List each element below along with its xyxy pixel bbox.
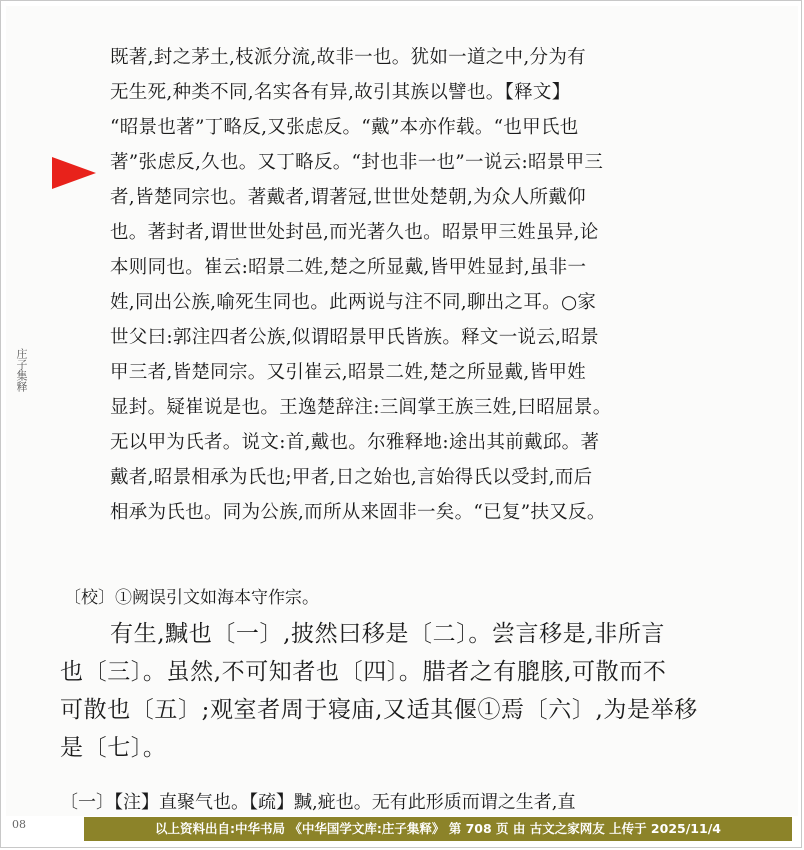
- commentary-line: 相承为氏也。同为公族,而所从来固非一矣。“已复”扶又反。: [110, 502, 606, 523]
- main-text-line: 也〔三〕。虽然,不可知者也〔四〕。腊者之有膍胲,可散而不: [60, 659, 667, 685]
- commentary-line: 戴者,昭景相承为氏也;甲者,日之始也,言始得氏以受封,而后: [110, 467, 593, 488]
- annotation-line: 〔一〕【注】直聚气也。【疏】黬,疵也。无有此形质而谓之生者,直: [60, 792, 576, 813]
- commentary-line: 既著,封之茅土,枝派分流,故非一也。犹如一道之中,分为有: [110, 47, 586, 68]
- main-text-block: [60, 615, 698, 767]
- commentary-line: 者,皆楚同宗也。著戴者,谓著冠,世世处楚朝,为众人所戴仰: [110, 187, 586, 208]
- commentary-line: 著”张虑反,久也。又丁略反。“封也非一也”一说云:昭景甲三: [110, 152, 604, 173]
- main-text-line: 是〔七〕。: [60, 735, 167, 761]
- page-number: 08: [12, 818, 26, 831]
- commentary-line: 姓,同出公族,喻死生同也。此两说与注不同,聊出之耳。○家: [110, 292, 597, 313]
- commentary-line: 无生死,种类不同,名实各有异,故引其族以譬也。【释文】: [110, 82, 571, 103]
- commentary-line: 本则同也。崔云:昭景二姓,楚之所显戴,皆甲姓显封,虽非一: [110, 257, 587, 278]
- margin-book-title: 庄子集释: [15, 348, 28, 392]
- main-text-line: 可散也〔五〕;观室者周于寝庙,又适其偃①焉〔六〕,为是举移: [60, 697, 698, 723]
- commentary-line: 世父曰:郭注四者公族,似谓昭景甲氏皆族。释文一说云,昭景: [110, 327, 599, 348]
- commentary-line: 无以甲为氏者。说文:首,戴也。尔雅释地:途出其前戴邱。著: [110, 432, 600, 453]
- commentary-line: 也。著封者,谓世世处封邑,而光著久也。昭景甲三姓虽异,论: [110, 222, 599, 243]
- source-footer-banner: 以上资料出自:中华书局 《中华国学文库:庄子集释》 第 708 页 由 古文之家网友 上传于 2025/11/4: [84, 817, 792, 841]
- commentary-line: 显封。疑崔说是也。王逸楚辞注:三闾掌王族三姓,曰昭屈景。: [110, 397, 612, 418]
- main-text-line: 有生,黬也〔一〕,披然曰移是〔二〕。尝言移是,非所言: [110, 621, 666, 647]
- red-arrow-icon: [52, 157, 96, 189]
- commentary-block: [110, 40, 670, 530]
- commentary-line: “昭景也著”丁略反,又张虑反。“戴”本亦作载。“也甲氏也: [110, 117, 579, 138]
- commentary-line: 甲三者,皆楚同宗。又引崔云,昭景二姓,楚之所显戴,皆甲姓: [110, 362, 586, 383]
- collation-note: 〔校〕①阙误引文如海本守作宗。: [64, 588, 319, 608]
